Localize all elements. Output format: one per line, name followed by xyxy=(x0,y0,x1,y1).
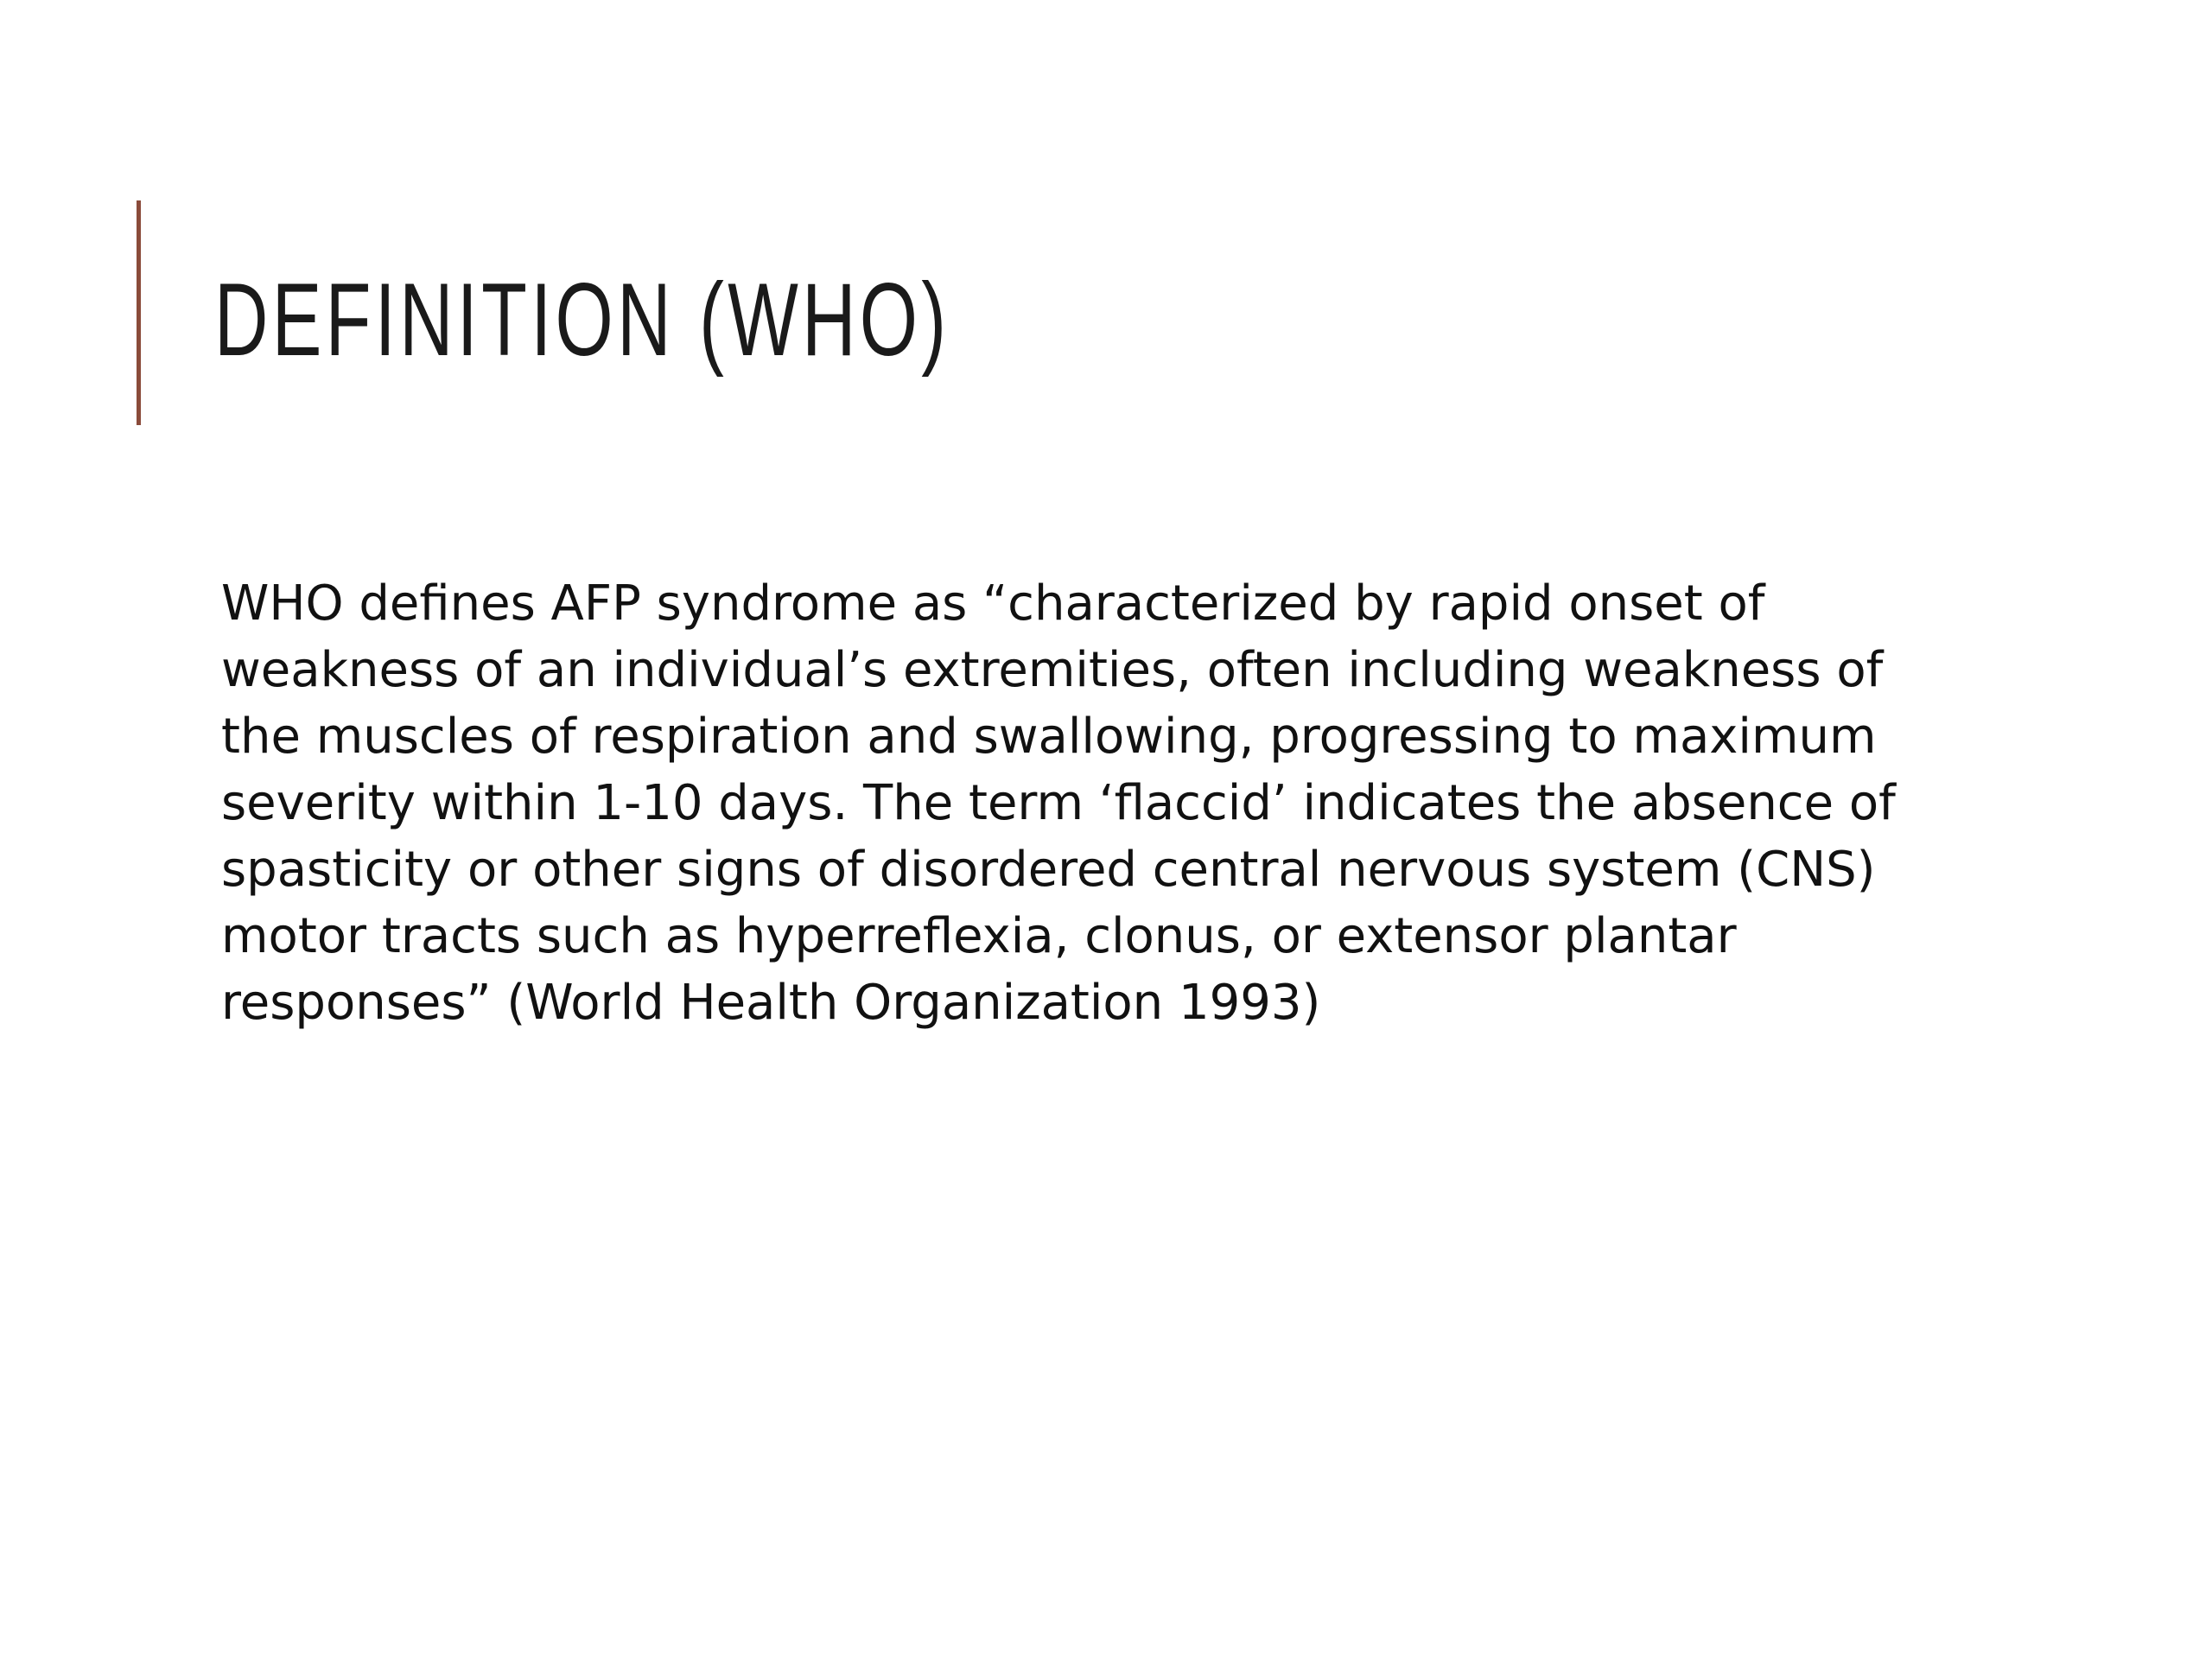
body-line: motor tracts such as hyperreflexia, clonus, or extensor plantar xyxy=(221,908,1737,964)
body-line: severity within 1-10 days. The term ‘flaccid’ indicates the absence of xyxy=(221,775,1896,831)
slide-title: DEFINITION (WHO) xyxy=(214,262,950,378)
body-line: spasticity or other signs of disordered central nervous system (CNS) xyxy=(221,842,1876,898)
title-accent-bar xyxy=(137,200,141,425)
body-line: weakness of an individual’s extremities, often including weakness of xyxy=(221,642,1884,698)
slide-body xyxy=(221,570,1949,1036)
body-line: the muscles of respiration and swallowing, progressing to maximum xyxy=(221,709,1877,765)
body-line: responses” (World Health Organization 1993) xyxy=(221,975,1321,1031)
body-line: WHO defines AFP syndrome as “characterized by rapid onset of xyxy=(221,575,1765,632)
